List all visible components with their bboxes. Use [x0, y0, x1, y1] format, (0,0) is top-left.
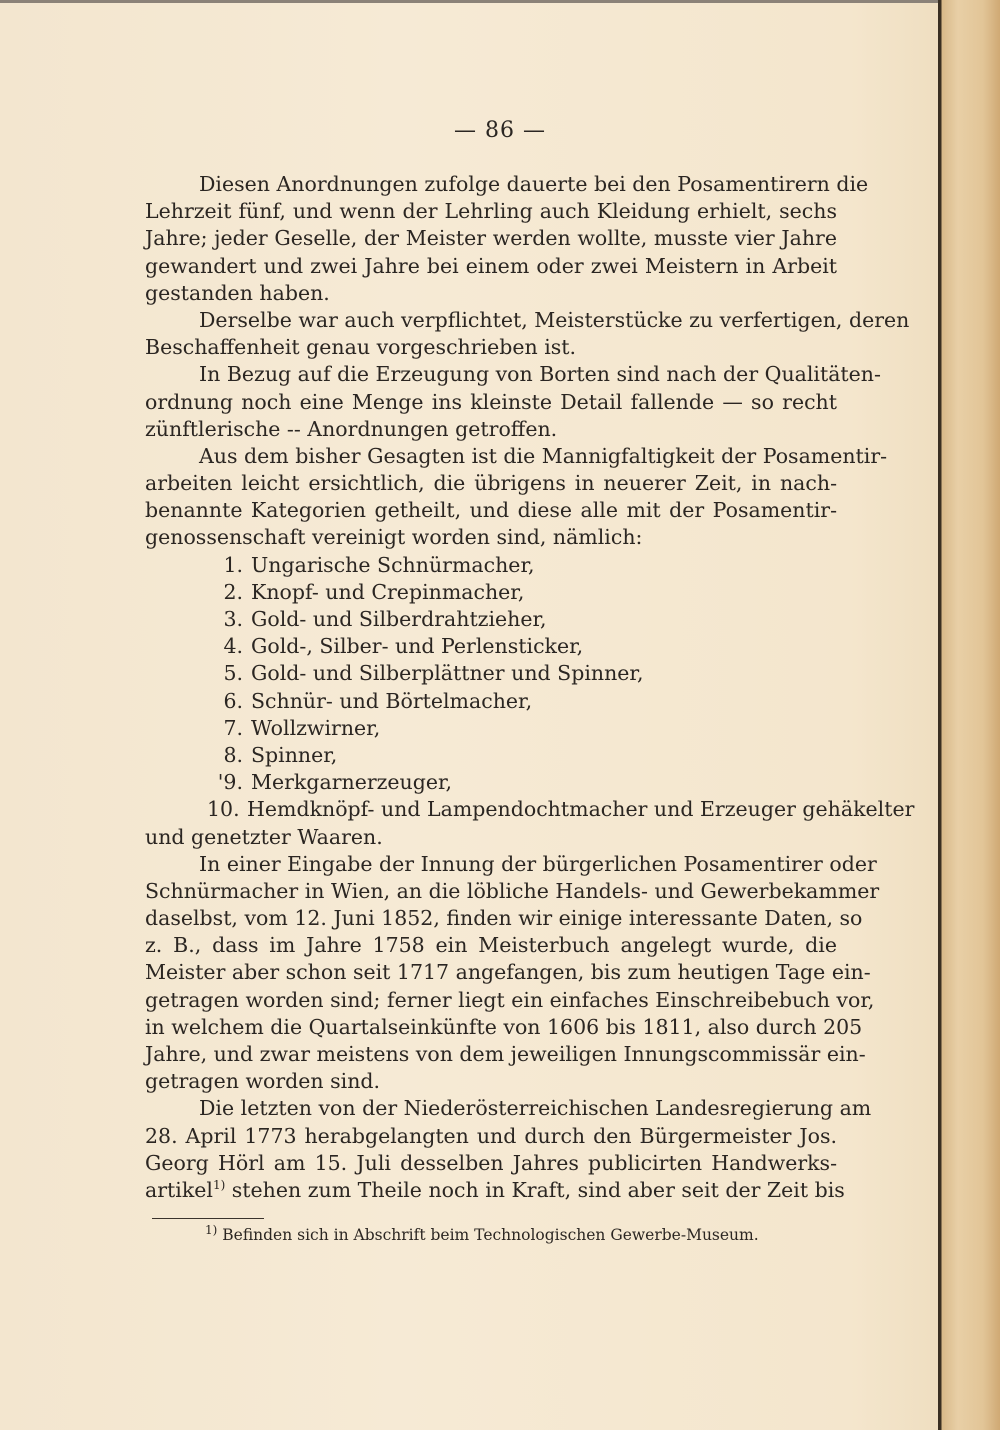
list-item — [145, 688, 837, 715]
list-item — [145, 660, 837, 687]
list-text: Gold- und Silberdrahtzieher, — [251, 607, 547, 631]
list-text: Hemdknöpf- und Lampendochtmacher und Erzeuger gehäkelter — [247, 797, 915, 822]
text-line: daselbst, vom 12. Juni 1852, finden wir einige interessante Daten, so — [145, 906, 863, 931]
list-text: Merkgarnerzeuger, — [251, 770, 453, 795]
footnote-marker: 1) — [205, 1222, 218, 1237]
page-number: — 86 — — [454, 118, 546, 143]
list-text: Spinner, — [251, 742, 338, 767]
text-fragment: artikel — [145, 1177, 213, 1202]
list-text: Gold- und Silberplättner und Spinner, — [251, 661, 644, 686]
text-line: In einer Eingabe der Innung der bürgerlichen Posamentirer oder — [199, 851, 877, 876]
list-number: 2. — [223, 579, 243, 604]
list-item — [145, 742, 837, 769]
text-line: 28. April 1773 herabgelangten und durch den Bürgermeister Jos. — [145, 1123, 837, 1148]
text-line: Diesen Anordnungen zufolge dauerte bei den Posamentirern die — [199, 172, 869, 196]
list-item — [145, 606, 837, 633]
text-line: Die letzten von der Niederösterreichischen Landesregierung am — [199, 1096, 872, 1121]
list-number: 10. — [207, 797, 240, 822]
footnote — [205, 1224, 845, 1246]
list-number: 1. — [223, 552, 243, 577]
text-line: Schnürmacher in Wien, an die löbliche Handels- und Gewerbekammer — [145, 878, 880, 903]
list-item — [145, 579, 837, 606]
text-line: gestanden haben. — [145, 280, 330, 305]
text-line: Aus dem bisher Gesagten ist die Mannigfaltigkeit der Posamentir- — [199, 443, 888, 468]
list-number: 8. — [223, 742, 243, 767]
text-line: in welchem die Quartalseinkünfte von 1606 bis 1811, also durch 205 — [145, 1014, 863, 1039]
list-number: 4. — [223, 634, 243, 659]
list-item — [145, 552, 837, 579]
list-item — [145, 769, 837, 796]
footnote-text: Befinden sich in Abschrift beim Technologischen Gewerbe-Museum. — [217, 1226, 759, 1244]
list-item — [145, 796, 915, 823]
text-line: benannte Kategorien getheilt, und diese alle mit der Posamentir- — [145, 498, 837, 523]
text-line: Derselbe war auch verpflichtet, Meisterstücke zu verfertigen, deren — [199, 307, 910, 332]
text-line: zünftlerische -- Anordnungen getroffen. — [145, 416, 558, 441]
text-line: Beschaffenheit genau vorgeschrieben ist. — [145, 335, 577, 360]
text-line: getragen worden sind. — [145, 1069, 381, 1094]
text-line: In Bezug auf die Erzeugung von Borten sind nach der Qualitäten- — [199, 362, 881, 387]
text-line: Lehrzeit fünf, und wenn der Lehrling auch Kleidung erhielt, sechs — [145, 199, 837, 224]
text-line: arbeiten leicht ersichtlich, die übrigens in neuerer Zeit, in nach- — [145, 471, 837, 496]
text-line: Jahre; jeder Geselle, der Meister werden wollte, musste vier Jahre — [145, 226, 837, 251]
main-text — [145, 171, 915, 1204]
text-fragment: stehen zum Theile noch in Kraft, sind aber seit der Zeit bis — [225, 1177, 845, 1202]
list-item — [145, 633, 837, 660]
top-edge-rule — [0, 0, 1000, 3]
text-line: Jahre, und zwar meistens von dem jeweiligen Innungscommissär ein- — [145, 1042, 866, 1066]
text-line: Meister aber schon seit 1717 angefangen, bis zum heutigen Tage ein- — [145, 960, 871, 985]
list-number: 3. — [223, 607, 243, 631]
list-number: '9. — [217, 770, 243, 795]
list-item — [145, 715, 837, 742]
footnote-divider — [152, 1218, 264, 1219]
text-line: genossenschaft vereinigt worden sind, nämlich: — [145, 525, 643, 550]
text-line — [145, 1177, 845, 1204]
list-number: 5. — [223, 661, 243, 686]
list-text: Wollzwirner, — [251, 715, 381, 740]
list-number: 6. — [223, 688, 243, 713]
list-number: 7. — [223, 715, 243, 740]
page-edge-shadow — [938, 0, 1000, 1430]
text-line: z. B., dass im Jahre 1758 ein Meisterbuch angelegt wurde, die — [145, 933, 837, 958]
text-line: gewandert und zwei Jahre bei einem oder zwei Meistern in Arbeit — [145, 253, 837, 278]
list-text: Gold-, Silber- und Perlensticker, — [251, 634, 584, 659]
text-line: Georg Hörl am 15. Juli desselben Jahres publicirten Handwerks- — [145, 1150, 837, 1175]
text-line: getragen worden sind; ferner liegt ein einfaches Einschreibebuch vor, — [145, 987, 875, 1012]
list-text: Schnür- und Börtelmacher, — [251, 688, 533, 713]
text-line: ordnung noch eine Menge ins kleinste Detail fallende — so recht — [145, 389, 837, 414]
footnote-reference: 1) — [212, 1178, 226, 1193]
text-line: und genetzter Waaren. — [145, 824, 383, 849]
list-text: Knopf- und Crepinmacher, — [251, 579, 525, 604]
list-text: Ungarische Schnürmacher, — [251, 552, 535, 577]
